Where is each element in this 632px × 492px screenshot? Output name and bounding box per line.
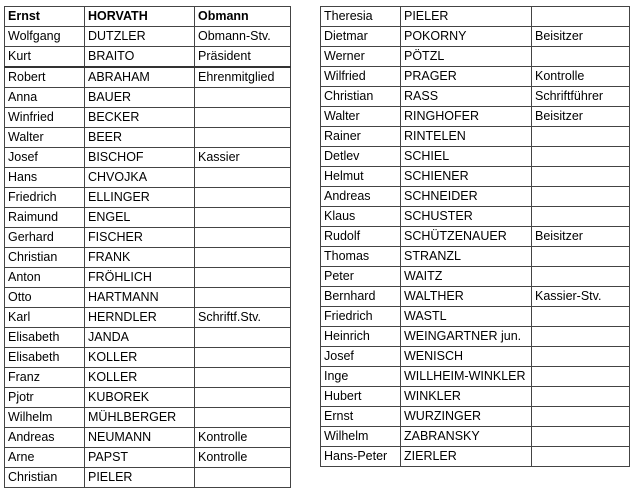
role-cell: Beisitzer (532, 107, 630, 127)
table-row (5, 388, 291, 408)
table-row (321, 67, 630, 87)
first-name-cell: Friedrich (321, 307, 401, 327)
last-name-cell: BECKER (85, 108, 195, 128)
first-name-cell: Raimund (5, 208, 85, 228)
table-row (321, 287, 630, 307)
table-row (321, 307, 630, 327)
last-name-cell: SCHUSTER (401, 207, 532, 227)
right-roster-body (321, 7, 630, 467)
table-row (321, 127, 630, 147)
first-name-cell: Otto (5, 288, 85, 308)
first-name-cell: Wilhelm (5, 408, 85, 428)
last-name-cell: PRAGER (401, 67, 532, 87)
last-name-cell: CHVOJKA (85, 168, 195, 188)
first-name-cell: Wolfgang (5, 27, 85, 47)
role-cell: Ehrenmitglied (195, 67, 291, 88)
table-row (5, 288, 291, 308)
first-name-cell: Josef (321, 347, 401, 367)
last-name-cell: ELLINGER (85, 188, 195, 208)
table-row (5, 268, 291, 288)
role-cell (532, 167, 630, 187)
first-name-cell: Rudolf (321, 227, 401, 247)
role-cell: Kontrolle (532, 67, 630, 87)
first-name-cell: Werner (321, 47, 401, 67)
table-row (321, 367, 630, 387)
role-cell (532, 367, 630, 387)
table-row (321, 427, 630, 447)
role-cell (195, 128, 291, 148)
first-name-cell: Heinrich (321, 327, 401, 347)
table-row (5, 348, 291, 368)
role-cell (195, 388, 291, 408)
first-name-cell: Peter (321, 267, 401, 287)
role-cell (532, 7, 630, 27)
role-cell: Schriftführer (532, 87, 630, 107)
role-cell (532, 127, 630, 147)
first-name-cell: Anna (5, 88, 85, 108)
first-name-cell: Hans-Peter (321, 447, 401, 467)
table-row (5, 468, 291, 488)
table-row (321, 347, 630, 367)
role-cell (195, 268, 291, 288)
role-cell (532, 247, 630, 267)
first-name-cell: Andreas (5, 428, 85, 448)
last-name-cell: HARTMANN (85, 288, 195, 308)
first-name-cell: Theresia (321, 7, 401, 27)
last-name-cell: SCHIENER (401, 167, 532, 187)
role-cell (532, 207, 630, 227)
last-name-cell: FRANK (85, 248, 195, 268)
first-name-cell: Ernst (321, 407, 401, 427)
last-name-cell: ZIERLER (401, 447, 532, 467)
first-name-cell: Arne (5, 448, 85, 468)
role-cell (195, 88, 291, 108)
table-row (321, 387, 630, 407)
last-name-cell: ABRAHAM (85, 67, 195, 88)
first-name-cell: Pjotr (5, 388, 85, 408)
first-name-cell: Josef (5, 148, 85, 168)
role-cell: Schriftf.Stv. (195, 308, 291, 328)
table-row (5, 7, 291, 27)
last-name-cell: RINGHOFER (401, 107, 532, 127)
role-cell (195, 468, 291, 488)
role-cell (195, 248, 291, 268)
first-name-cell: Andreas (321, 187, 401, 207)
first-name-cell: Hans (5, 168, 85, 188)
last-name-cell: KUBOREK (85, 388, 195, 408)
last-name-cell: WAITZ (401, 267, 532, 287)
last-name-cell: DUTZLER (85, 27, 195, 47)
table-row (321, 447, 630, 467)
first-name-cell: Karl (5, 308, 85, 328)
table-row (321, 207, 630, 227)
last-name-cell: BEER (85, 128, 195, 148)
first-name-cell: Helmut (321, 167, 401, 187)
table-row (321, 327, 630, 347)
first-name-cell: Christian (321, 87, 401, 107)
last-name-cell: WURZINGER (401, 407, 532, 427)
last-name-cell: FISCHER (85, 228, 195, 248)
role-cell: Beisitzer (532, 227, 630, 247)
left-roster-table (4, 6, 291, 488)
first-name-cell: Anton (5, 268, 85, 288)
table-row (5, 368, 291, 388)
first-name-cell: Detlev (321, 147, 401, 167)
role-cell: Kontrolle (195, 448, 291, 468)
first-name-cell: Robert (5, 67, 85, 88)
table-row (321, 7, 630, 27)
table-row (321, 187, 630, 207)
table-row (321, 267, 630, 287)
first-name-cell: Friedrich (5, 188, 85, 208)
first-name-cell: Walter (5, 128, 85, 148)
role-cell (195, 228, 291, 248)
last-name-cell: JANDA (85, 328, 195, 348)
table-row (5, 408, 291, 428)
table-row (321, 147, 630, 167)
last-name-cell: PAPST (85, 448, 195, 468)
table-row (5, 428, 291, 448)
first-name-cell: Gerhard (5, 228, 85, 248)
last-name-cell: MÜHLBERGER (85, 408, 195, 428)
role-cell: Kassier (195, 148, 291, 168)
last-name-cell: WEINGARTNER jun. (401, 327, 532, 347)
first-name-cell: Christian (5, 468, 85, 488)
last-name-cell: SCHNEIDER (401, 187, 532, 207)
right-roster-table (320, 6, 630, 467)
role-cell (195, 368, 291, 388)
table-row (321, 407, 630, 427)
table-row (321, 167, 630, 187)
first-name-cell: Elisabeth (5, 328, 85, 348)
last-name-cell: BRAITO (85, 47, 195, 68)
last-name-cell: ENGEL (85, 208, 195, 228)
last-name-cell: KOLLER (85, 368, 195, 388)
role-cell (532, 147, 630, 167)
first-name-cell: Franz (5, 368, 85, 388)
role-cell (532, 427, 630, 447)
table-row (321, 107, 630, 127)
table-row (5, 108, 291, 128)
first-name-cell: Hubert (321, 387, 401, 407)
last-name-cell: WINKLER (401, 387, 532, 407)
table-row (321, 227, 630, 247)
first-name-cell: Thomas (321, 247, 401, 267)
table-row (5, 27, 291, 47)
last-name-cell: NEUMANN (85, 428, 195, 448)
table-row (5, 188, 291, 208)
last-name-cell: WALTHER (401, 287, 532, 307)
role-cell: Obmann-Stv. (195, 27, 291, 47)
role-cell (532, 47, 630, 67)
first-name-cell: Walter (321, 107, 401, 127)
role-cell (532, 347, 630, 367)
first-name-cell: Elisabeth (5, 348, 85, 368)
role-cell (532, 187, 630, 207)
role-cell (532, 447, 630, 467)
table-row (321, 87, 630, 107)
last-name-cell: KOLLER (85, 348, 195, 368)
role-cell (532, 267, 630, 287)
role-cell (532, 327, 630, 347)
table-row (5, 88, 291, 108)
table-row (321, 247, 630, 267)
role-cell (532, 387, 630, 407)
role-cell (195, 348, 291, 368)
last-name-cell: SCHIEL (401, 147, 532, 167)
last-name-cell: WASTL (401, 307, 532, 327)
last-name-cell: PÖTZL (401, 47, 532, 67)
role-cell: Obmann (195, 7, 291, 27)
last-name-cell: RASS (401, 87, 532, 107)
table-row (5, 168, 291, 188)
role-cell (195, 408, 291, 428)
last-name-cell: PIELER (401, 7, 532, 27)
last-name-cell: BISCHOF (85, 148, 195, 168)
first-name-cell: Dietmar (321, 27, 401, 47)
role-cell (195, 208, 291, 228)
role-cell (195, 188, 291, 208)
role-cell: Beisitzer (532, 27, 630, 47)
table-row (5, 248, 291, 268)
table-row (5, 128, 291, 148)
table-row (5, 47, 291, 68)
first-name-cell: Winfried (5, 108, 85, 128)
last-name-cell: WENISCH (401, 347, 532, 367)
role-cell (195, 108, 291, 128)
last-name-cell: ZABRANSKY (401, 427, 532, 447)
last-name-cell: RINTELEN (401, 127, 532, 147)
table-row (5, 448, 291, 468)
last-name-cell: WILLHEIM-WINKLER (401, 367, 532, 387)
table-row (5, 228, 291, 248)
table-row (321, 47, 630, 67)
first-name-cell: Christian (5, 248, 85, 268)
first-name-cell: Kurt (5, 47, 85, 68)
table-row (5, 67, 291, 88)
last-name-cell: BAUER (85, 88, 195, 108)
last-name-cell: POKORNY (401, 27, 532, 47)
role-cell (532, 407, 630, 427)
left-roster-body (5, 7, 291, 488)
last-name-cell: SCHÜTZENAUER (401, 227, 532, 247)
role-cell (532, 307, 630, 327)
role-cell (195, 288, 291, 308)
table-row (5, 308, 291, 328)
role-cell (195, 168, 291, 188)
first-name-cell: Rainer (321, 127, 401, 147)
first-name-cell: Wilfried (321, 67, 401, 87)
table-row (321, 27, 630, 47)
first-name-cell: Inge (321, 367, 401, 387)
last-name-cell: HERNDLER (85, 308, 195, 328)
first-name-cell: Bernhard (321, 287, 401, 307)
role-cell: Kontrolle (195, 428, 291, 448)
last-name-cell: HORVATH (85, 7, 195, 27)
first-name-cell: Wilhelm (321, 427, 401, 447)
last-name-cell: FRÖHLICH (85, 268, 195, 288)
table-row (5, 208, 291, 228)
last-name-cell: STRANZL (401, 247, 532, 267)
first-name-cell: Ernst (5, 7, 85, 27)
first-name-cell: Klaus (321, 207, 401, 227)
role-cell: Präsident (195, 47, 291, 68)
role-cell: Kassier-Stv. (532, 287, 630, 307)
role-cell (195, 328, 291, 348)
last-name-cell: PIELER (85, 468, 195, 488)
table-row (5, 328, 291, 348)
table-row (5, 148, 291, 168)
